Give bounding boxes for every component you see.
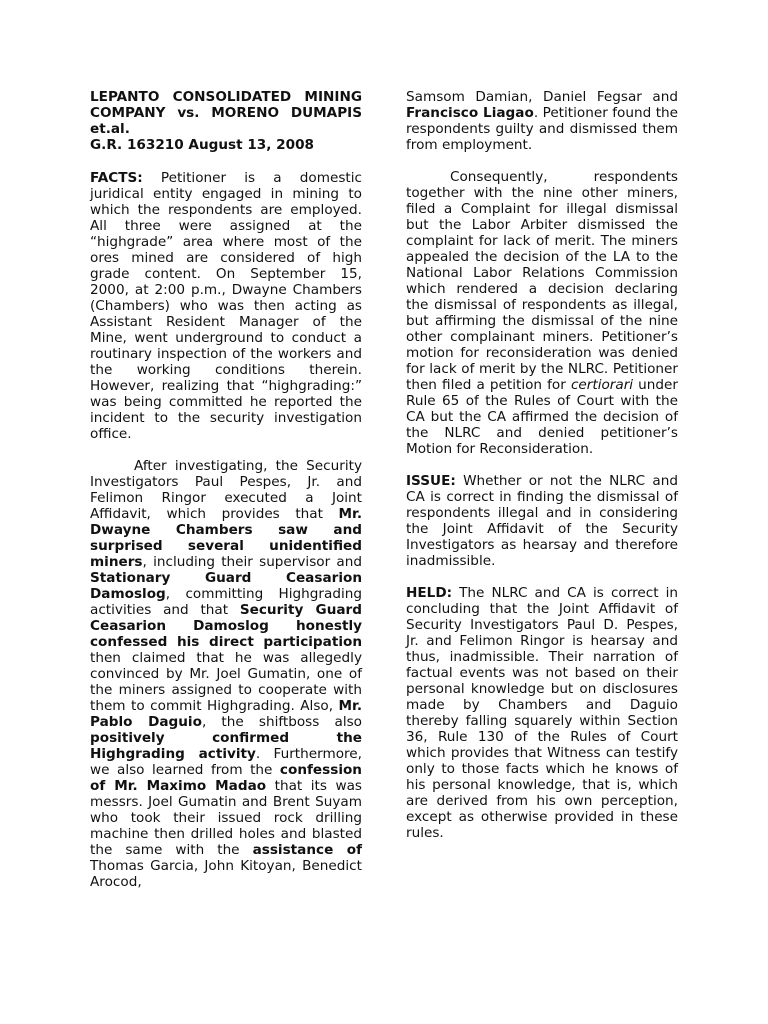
investigation-text: Thomas Garcia, John Kitoyan, Benedict Arocod, <box>90 858 362 890</box>
consequently-text: under Rule 65 of the Rules of Court with the CA but the CA affirmed the decision of the NLRC and denied petitioner’s Motion for Reconsideration. <box>406 377 678 457</box>
investigation-text: , including their supervisor and <box>142 554 362 570</box>
facts-paragraph <box>90 170 362 442</box>
right-column <box>406 0 678 841</box>
investigation-paragraph-continued <box>406 89 678 153</box>
facts-text: Petitioner is a domestic juridical entity engaged in mining to which the respondents are employed. All three were assigned at the “highgrade” area where most of the ores mined are considered of high grade content. On September 15, 2000, at 2:00 p.m., Dwayne Chambers (Chambers) who was then acting as Assistant Resident Manager of the Mine, went underground to conduct a routinary inspection of the workers and the working conditions therein. However, realizing that “highgrading:” was being committed he reported the incident to the security investigation office. <box>90 170 362 442</box>
consequently-text: Consequently, respondents together with the nine other miners, filed a Complaint for illegal dismissal but the Labor Arbiter dismissed the complaint for lack of merit. The miners appealed the decision of the LA to the National Labor Relations Commission which rendered a decision declaring the dismissal of respondents as illegal, but affirming the dismissal of the nine other complainant miners. Petitioner’s motion for reconsideration was denied for lack of merit by the NLRC. Petitioner then filed a petition for <box>406 169 678 393</box>
case-title-line: LEPANTO CONSOLIDATED MINING <box>90 89 362 105</box>
investigation-text: . Petitioner found the respondents guilty and dismissed them from employment. <box>406 105 678 153</box>
issue-text: Whether or not the NLRC and CA is correct in finding the dismissal of respondents illegal and in considering the Joint Affidavit of the Security Investigators as hearsay and therefore inadmissible. <box>406 473 678 569</box>
case-title-line: COMPANY vs. MORENO DUMAPIS <box>90 105 362 121</box>
held-heading: HELD: <box>406 585 453 601</box>
investigation-bold-text: Stationary Guard Ceasarion Damoslog <box>90 570 362 602</box>
investigation-bold-text: positively confirmed the Highgrading activity <box>90 730 362 762</box>
investigation-text: After investigating, the Security Investigators Paul Pespes, Jr. and Felimon Ringor executed a Joint Affidavit, which provides that <box>90 458 362 522</box>
investigation-text: , the shiftboss also <box>201 714 362 730</box>
case-citation: G.R. 163210 August 13, 2008 <box>90 137 314 153</box>
investigation-bold-text: Security Guard Ceasarion Damoslog honestly confessed his direct participation <box>90 602 362 650</box>
held-text: The NLRC and CA is correct in concluding that the Joint Affidavit of Security Investigators Paul D. Pespes, Jr. and Felimon Ringor is hearsay and thus, inadmissible. Their narration of factual events was not based on their personal knowledge but on disclosures made by Chambers and Daguio thereby falling squarely within Section 36, Rule 130 of the Rules of Court which provides that Witness can testify only to those facts which he knows of his personal knowledge, that is, which are derived from his own perception, except as otherwise provided in these rules. <box>406 585 678 841</box>
investigation-text: that its was messrs. Joel Gumatin and Brent Suyam who took their issued rock drilling machine then drilled holes and blasted the same with the <box>90 778 362 858</box>
case-title-line: et.al. <box>90 121 130 137</box>
consequently-paragraph <box>406 169 678 457</box>
investigation-text: then claimed that he was allegedly convinced by Mr. Joel Gumatin, one of the miners assigned to cooperate with them to commit Highgrading. Also, <box>90 650 362 714</box>
investigation-bold-text: Mr. Pablo Daguio <box>90 698 362 730</box>
certiorari-italic-text: certiorari <box>570 377 634 393</box>
left-column <box>90 0 362 890</box>
investigation-bold-text: assistance of <box>252 842 362 858</box>
investigation-bold-text: Mr. Dwayne Chambers saw and surprised several unidentified miners <box>90 506 362 570</box>
facts-heading: FACTS: <box>90 170 143 186</box>
issue-heading: ISSUE: <box>406 473 456 489</box>
investigation-bold-text: Francisco Liagao <box>406 105 534 121</box>
investigation-bold-text: confession of Mr. Maximo Madao <box>90 762 362 794</box>
case-title <box>90 89 362 153</box>
investigation-text: , committing Highgrading activities and that <box>90 586 362 618</box>
investigation-paragraph <box>90 458 362 890</box>
investigation-text: Samsom Damian, Daniel Fegsar and <box>406 89 678 105</box>
issue-paragraph <box>406 473 678 569</box>
held-paragraph <box>406 585 678 841</box>
investigation-text: . Furthermore, we also learned from the <box>90 746 362 778</box>
